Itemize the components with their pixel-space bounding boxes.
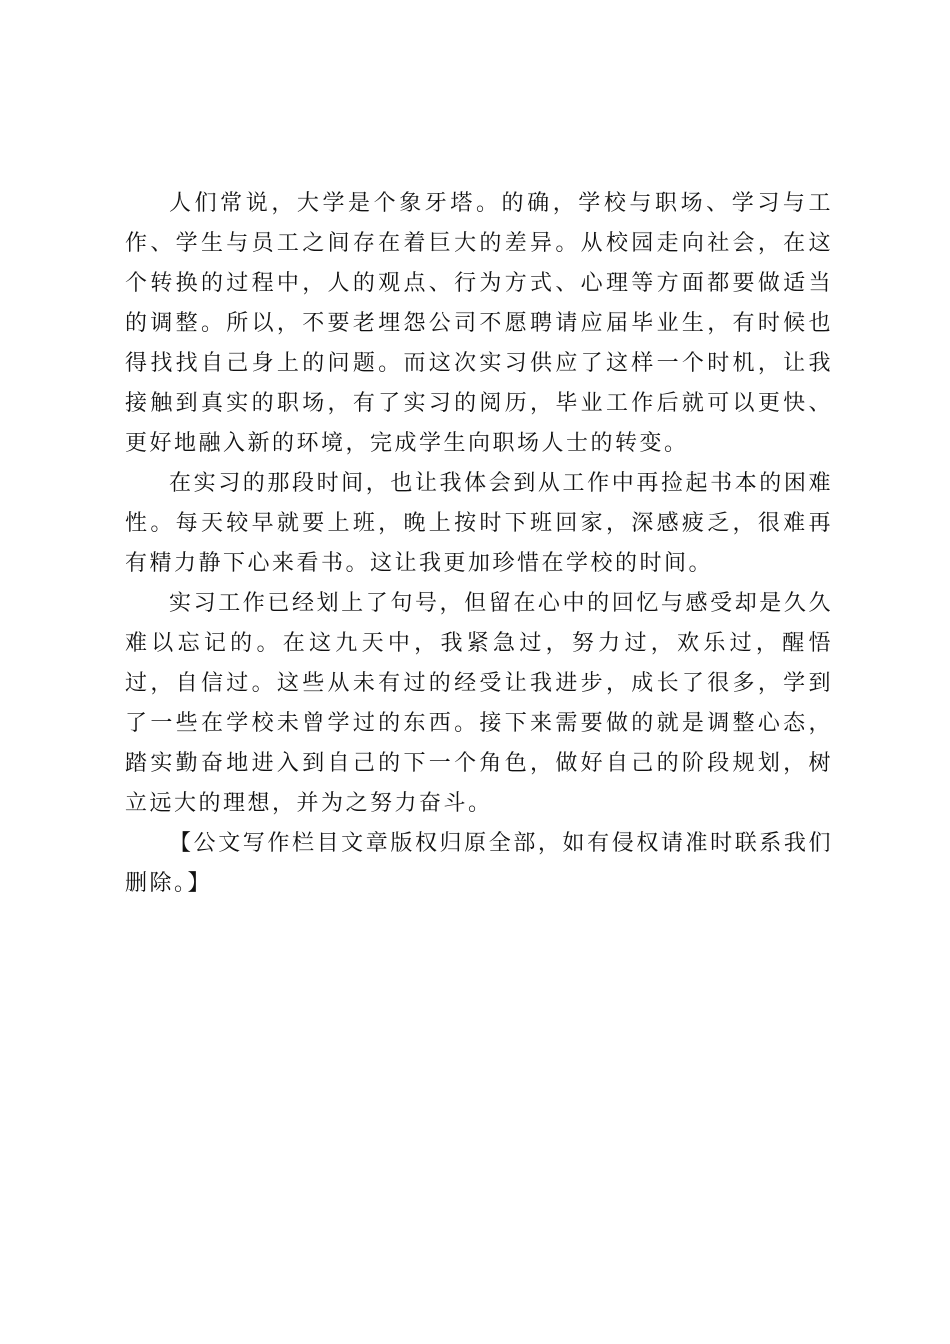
paragraph-2: 在实习的那段时间，也让我体会到从工作中再捡起书本的困难性。每天较早就要上班，晚上按时下班回家，深感疲乏，很难再有精力静下心来看书。这让我更加珍惜在学校的时间。 (125, 471, 833, 576)
document-body (125, 184, 833, 904)
paragraph-1: 人们常说，大学是个象牙塔。的确，学校与职场、学习与工作、学生与员工之间存在着巨大的差异。从校园走向社会，在这个转换的过程中，人的观点、行为方式、心理等方面都要做适当的调整。所以，不要老埋怨公司不愿聘请应届毕业生，有时候也得找找自己身上的问题。而这次实习供应了这样一个时机，让我接触到真实的职场，有了实习的阅历，毕业工作后就可以更快、更好地融入新的环境，完成学生向职场人士的转变。 (125, 191, 833, 456)
paragraph-3: 实习工作已经划上了句号，但留在心中的回忆与感受却是久久难以忘记的。在这九天中，我紧急过，努力过，欢乐过，醒悟过，自信过。这些从未有过的经受让我进步，成长了很多，学到了一些在学校未曾学过的东西。接下来需要做的就是调整心态，踏实勤奋地进入到自己的下一个角色，做好自己的阶段规划，树立远大的理想，并为之努力奋斗。 (125, 591, 833, 816)
copyright-notice: 【公文写作栏目文章版权归原全部，如有侵权请准时联系我们删除。】 (125, 831, 833, 896)
